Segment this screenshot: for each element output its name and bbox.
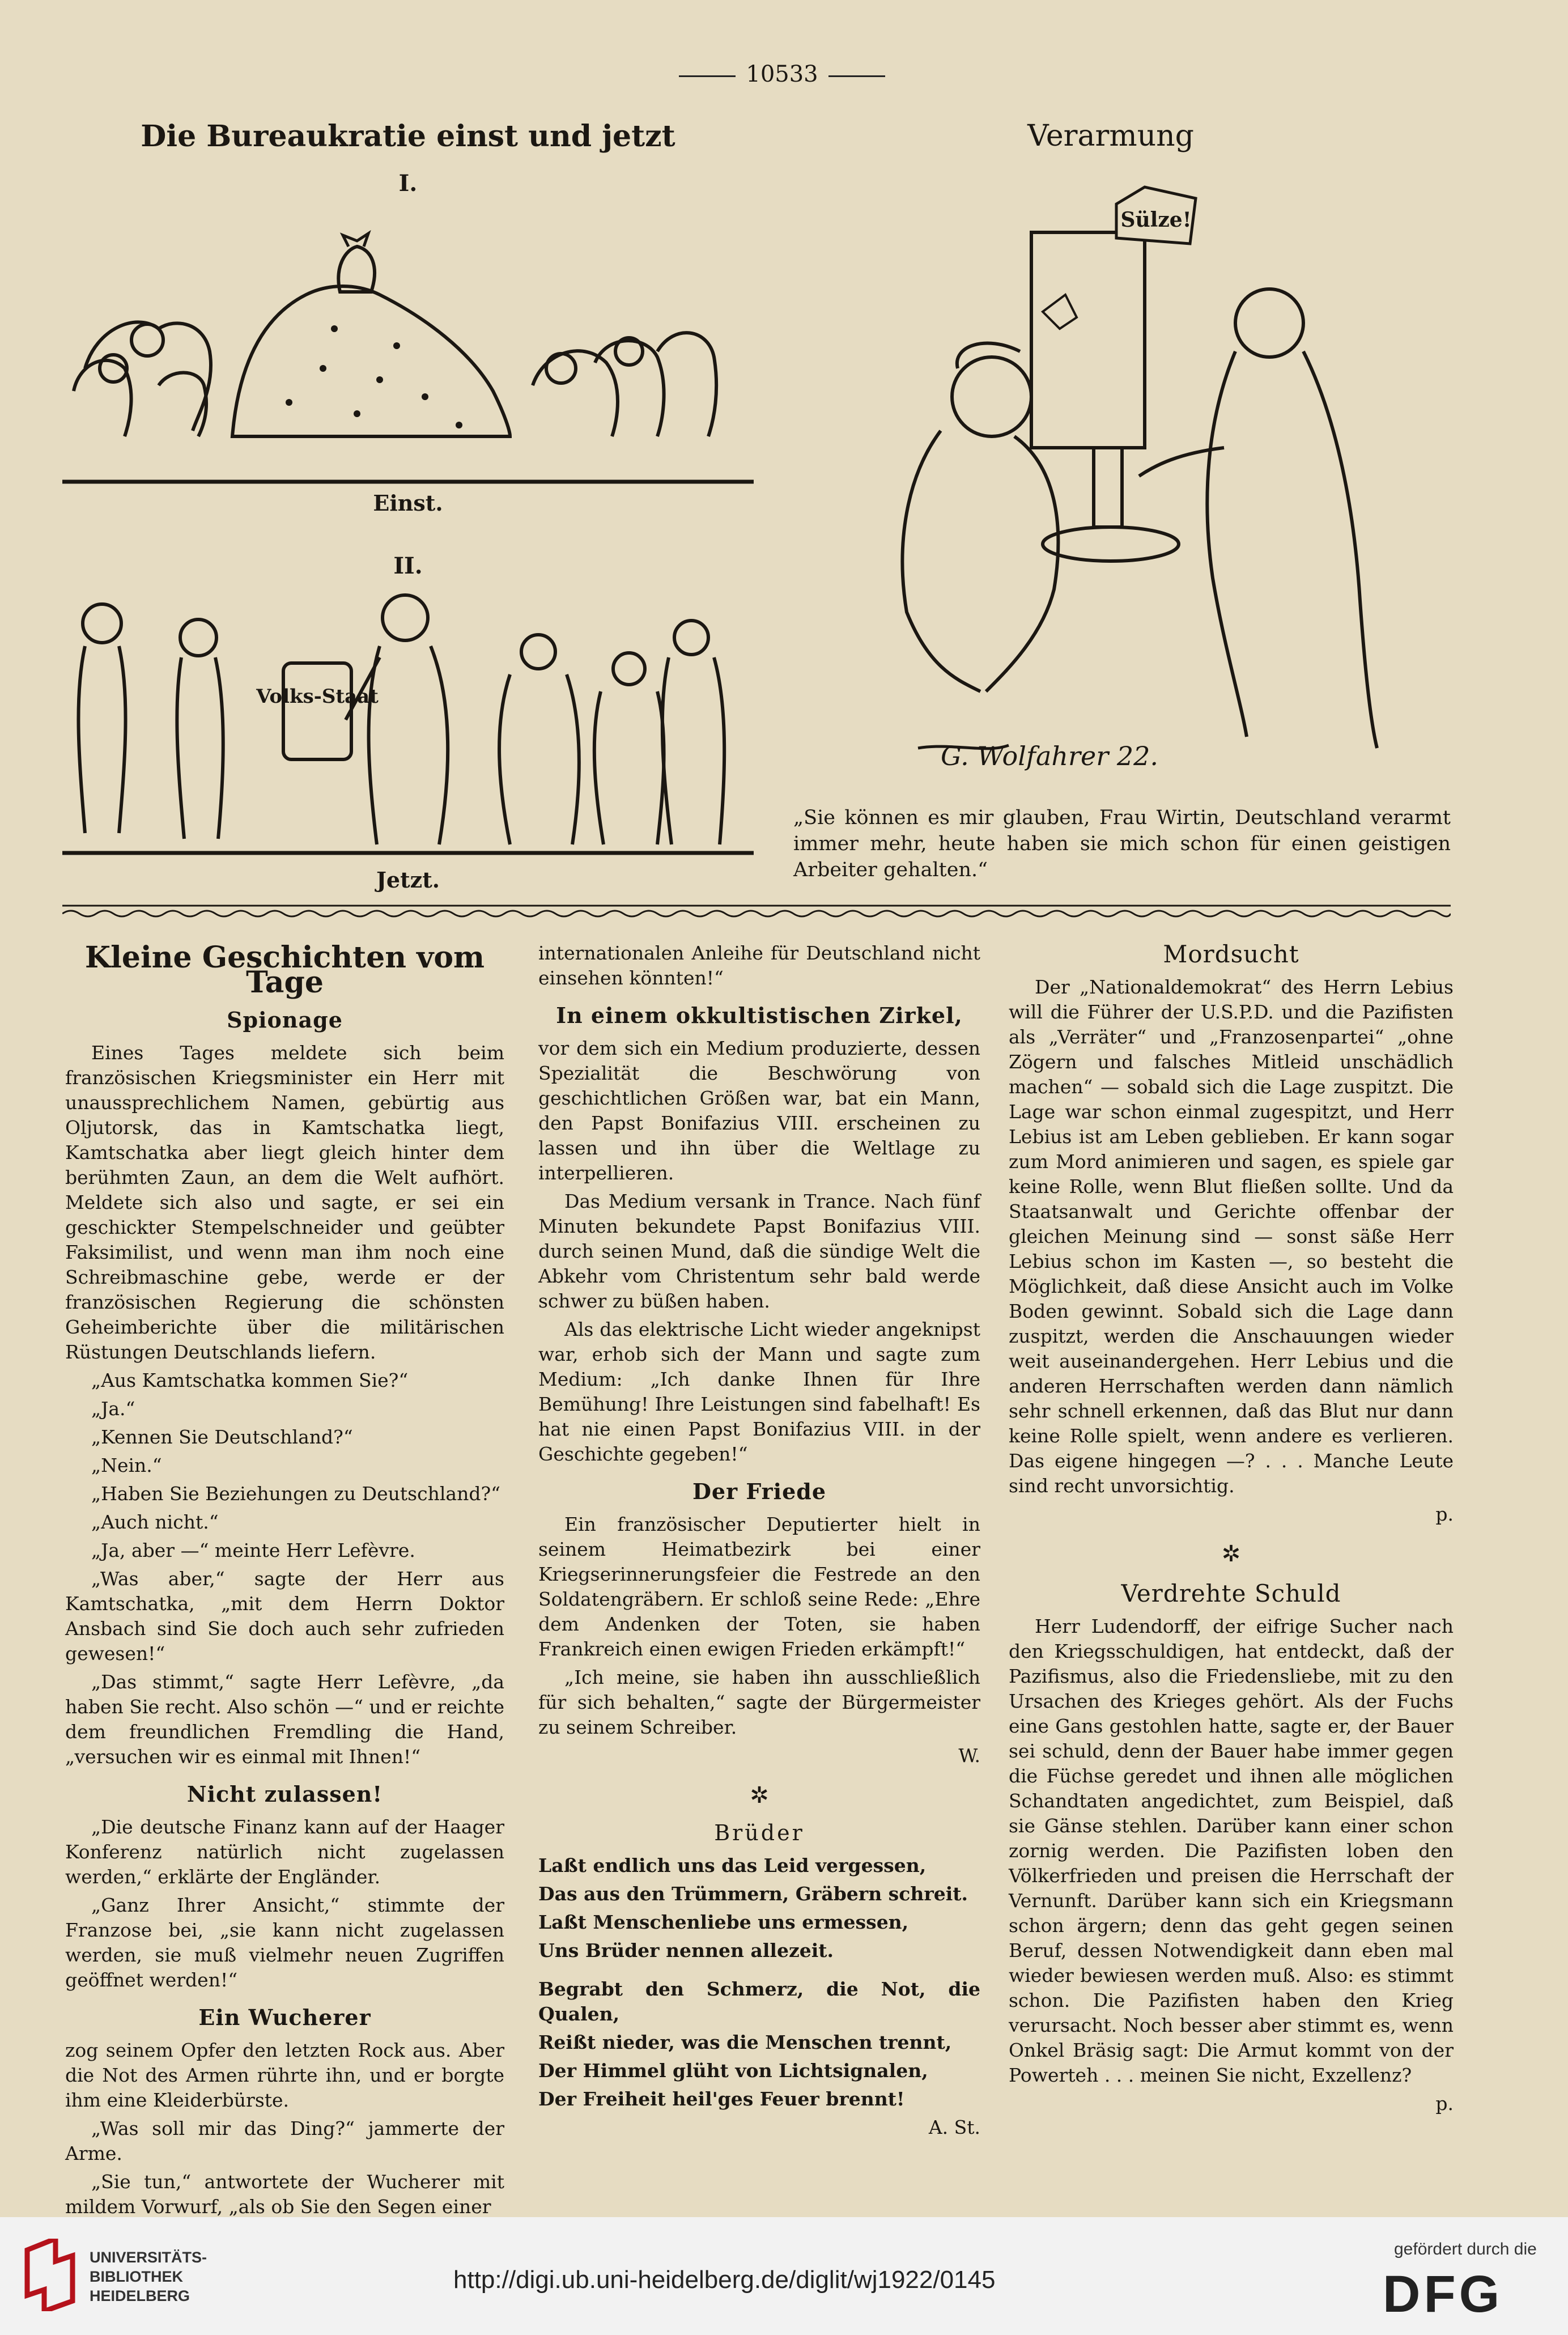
cartoon-jetzt-illustration (62, 584, 754, 861)
paragraph: vor dem sich ein Medium produzierte, dessen Spezialität die Beschwörung von geschichtlichen Größen war, bat ein Mann, den Papst Bonifazius VIII. erscheinen zu lassen und ihn über die Weltlage zu interpellieren. (538, 1037, 980, 1184)
section-title: In einem okkultistischen Zirkel, (556, 1003, 963, 1028)
paragraph: Der „Nationaldemokrat“ des Herrn Lebius will die Führer der U.S.P.D. und die Pazifisten als „Verräter“ und „Franzosenpartei“ „ohne Zögern und falsches Mitleid unschädlich machen“ — sobald sich die Lage zuspitzt. Die Lage war schon einmal zugespitzt, und Herr Lebius ist am Leben geblieben. Er kann sogar zum Mord animieren und sagen, es spiele gar keine Rolle, wenn Blut fließen sollte. Und da Staatsanwalt und Gerichte offenbar der gleichen Meinung sind — sonst säße Herr Lebius schon im Kasten —, so besteht die Möglichkeit, daß diese Ansicht auch im Volke Boden gewinnt. Sobald sich die Lage dann zuspitzt, werden die Anschauungen wieder weit auseinandergehen. Herr Lebius und die anderen Herrschaften werden dann nämlich sehr schnell erkennen, daß das Blut nur dann keine Rolle spielt, wenn andere es verlieren. Das eigene hingegen —? . . . Manche Leute sind recht unvorsichtig. (1009, 976, 1454, 1497)
paragraph: „Auch nicht.“ (91, 1511, 219, 1533)
paragraph: „Das stimmt,“ sagte Herr Lefèvre, „da haben Sie recht. Also schön —“ und er reichte dem freundlichen Fremdling die Hand, „versuchen wir es einmal mit Ihnen!“ (65, 1671, 504, 1768)
university-logo-icon (22, 2239, 78, 2311)
paragraph: „Was aber,“ sagte der Herr aus Kamtschatka, „mit dem Herrn Doktor Ansbach sind Sie doch auch sehr zufrieden gewesen!“ (65, 1568, 504, 1665)
paragraph: „Haben Sie Beziehungen zu Deutschland?“ (91, 1483, 501, 1505)
paragraph: „Ja, aber —“ meinte Herr Lefèvre. (91, 1539, 415, 1561)
column-3 (1009, 929, 1454, 2120)
section-title: Verdrehte Schuld (1121, 1580, 1341, 1607)
panel2-caption: Jetzt. (376, 867, 440, 893)
university-name: UNIVERSITÄTS- BIBLIOTHEK HEIDELBERG (90, 2249, 207, 2304)
paragraph: „Ja.“ (91, 1398, 135, 1420)
poem-line: Der Freiheit heil'ges Feuer brennt! (538, 2088, 905, 2110)
section-divider (62, 901, 1451, 918)
poem-line: Begrabt den Schmerz, die Not, die Qualen, (538, 1978, 980, 2025)
cartoon-einst-illustration (62, 198, 754, 487)
paragraph: „Nein.“ (91, 1454, 162, 1476)
paragraph: Ein französischer Deputierter hielt in seinem Heimatbezirk bei einer Kriegserinnerungsfeier die Festrede an den Soldatengräbern. Er schloß seine Rede: „Ehre dem Andenken der Toten, sie haben Frankreich einen ewigen Frieden erkämpft!“ (538, 1513, 980, 1660)
artist-signature: G. Wolfahrer 22. (941, 741, 1158, 771)
suelze-sign: Sülze! (1120, 208, 1192, 232)
paragraph: Das Medium versank in Trance. Nach fünf Minuten bekundete Papst Bonifazius VIII. durch seinen Mund, daß die sündige Welt die Abkehr vom Christentum sehr bald werde schwer zu büßen haben. (538, 1190, 980, 1312)
paragraph: Als das elektrische Licht wieder angeknipst war, erhob sich der Mann und sagte zum Medium: „Ich danke Ihnen für Ihre Bemühung! Ihre Leistungen sind fabelhaft! Es hat nie einen Papst Bonifazius VIII. in der Geschichte gegeben!“ (538, 1318, 980, 1465)
dfg-logo: DFG (1383, 2265, 1503, 2323)
poem-line: Laßt Menschenliebe uns ermessen, (538, 1911, 909, 1933)
paragraph: Herr Ludendorff, der eifrige Sucher nach den Kriegsschuldigen, hat entdeckt, daß der Pazifismus, also die Friedensliebe, mit zu den Ursachen des Krieges gehört. Als der Fuchs eine Gans gestohlen hatte, sagte er, der Bauer sei schuld, denn der Bauer habe immer gegen die Füchse geredet und ihnen alle möglichen Schandtaten angedichtet, zum Beispiel, daß sie Gänse stehlen. Darüber kann einer schon zornig werden. Die Pazifisten loben den Völkerfrieden und preisen die Herrschaft der Vernunft. Darüber kann sich ein Kriegsmann schon ärgern; denn das geht gegen seinen Beruf, dessen Notwendigkeit dann eben mal wieder bewiesen werden muß. Also: es stimmt schon. Die Pazifisten haben den Krieg verursacht. Noch besser aber stimmt es, wenn Onkel Bräsig sagt: Die Armut kommt von der Powerteh . . . meinen Sie nicht, Exzellenz? (1009, 1615, 1454, 2086)
verarmung-caption: „Sie können es mir glauben, Frau Wirtin, Deutschland verarmt immer mehr, heute haben sie mich schon für einen geistigen Arbeiter gehalten.“ (793, 806, 1451, 881)
poem-line: Laßt endlich uns das Leid vergessen, (538, 1854, 927, 1877)
paragraph: „Kennen Sie Deutschland?“ (91, 1426, 353, 1448)
star-ornament-icon: ✲ (1221, 1541, 1241, 1567)
page-number: 10533 (612, 61, 952, 87)
section-title: Spionage (227, 1007, 343, 1033)
poem-line: Uns Brüder nennen allezeit. (538, 1939, 834, 1962)
continuation-text: internationalen Anleihe für Deutschland nicht einsehen könnten!“ (538, 942, 980, 989)
section-title: Mordsucht (1163, 940, 1299, 968)
poem-line: Der Himmel glüht von Lichtsignalen, (538, 2060, 928, 2082)
panel1-roman: I. (398, 170, 418, 197)
poem-title: Brüder (714, 1820, 805, 1845)
paragraph: „Was soll mir das Ding?“ jammerte der Arme. (65, 2117, 504, 2164)
poem-line: Reißt nieder, was die Menschen trennt, (538, 2031, 952, 2053)
volks-staat-sign: Volks-Staat (256, 685, 379, 708)
paragraph: „Ich meine, sie haben ihn ausschließlich für sich behalten,“ sagte der Bürgermeister zu seinem Schreiber. (538, 1666, 980, 1738)
paragraph: „Ganz Ihrer Ansicht,“ stimmte der Franzose bei, „sie kann nicht zugelassen werden, sie muß vielmehr neuen Zugriffen geöffnet werden!“ (65, 1894, 504, 1991)
signature: W. (958, 1744, 980, 1767)
paragraph: „Die deutsche Finanz kann auf der Haager Konferenz natürlich nicht zugelassen werden,“ erklärte der Engländer. (65, 1816, 504, 1888)
column-1 (65, 941, 504, 2217)
paragraph: Eines Tages meldete sich beim französischen Kriegsminister ein Herr mit unaussprechlichem Namen, gebürtig aus Oljutorsk, das in Kamtschatka liegt, Kamtschatka aber liegt gleich hinter dem berühmten Zaun, an dem die Welt aufhört. Meldete sich also und sagte, er sei ein geschickter Stempelschneider und geübter Faksimilist, und wenn man ihm noch eine Schreibmaschine gebe, werde er der französischen Regierung die schönsten Geheimberichte über die militärischen Rüstungen Deutschlands liefern. (65, 1042, 504, 1363)
paragraph: „Sie tun,“ antwortete der Wucherer mit mildem Vorwurf, „als ob Sie den Segen einer (65, 2171, 504, 2217)
cartoon-left-title: Die Bureaukratie einst und jetzt (141, 119, 675, 154)
panel2-roman: II. (393, 553, 423, 579)
section-title: Der Friede (692, 1479, 827, 1504)
poem-signature: A. St. (928, 2116, 980, 2138)
paragraph: „Aus Kamtschatka kommen Sie?“ (91, 1369, 409, 1391)
signature: p. (1435, 1503, 1454, 1525)
poem-line: Das aus den Trümmern, Gräbern schreit. (538, 1883, 968, 1905)
section-title: Nicht zulassen! (186, 1781, 383, 1807)
panel1-caption: Einst. (373, 490, 443, 516)
paragraph: zog seinem Opfer den letzten Rock aus. Aber die Not des Armen rührte ihn, und er borgte ihm eine Kleiderbürste. (65, 2039, 504, 2111)
star-ornament-icon: ✲ (750, 1782, 769, 1808)
permalink-url[interactable]: http://digi.ub.uni-heidelberg.de/diglit/wj1922/0145 (453, 2266, 996, 2294)
section-title: Ein Wucherer (198, 2005, 371, 2030)
cartoon-right-title: Verarmung (1027, 119, 1194, 153)
footer-bar (0, 2217, 1568, 2335)
column-2 (538, 941, 980, 2143)
column-1-heading: Kleine Geschichten vom Tage (84, 940, 485, 1000)
signature: p. (1435, 2092, 1454, 2115)
cartoon-verarmung-illustration (873, 181, 1439, 793)
funding-label: gefördert durch die (1394, 2240, 1537, 2258)
